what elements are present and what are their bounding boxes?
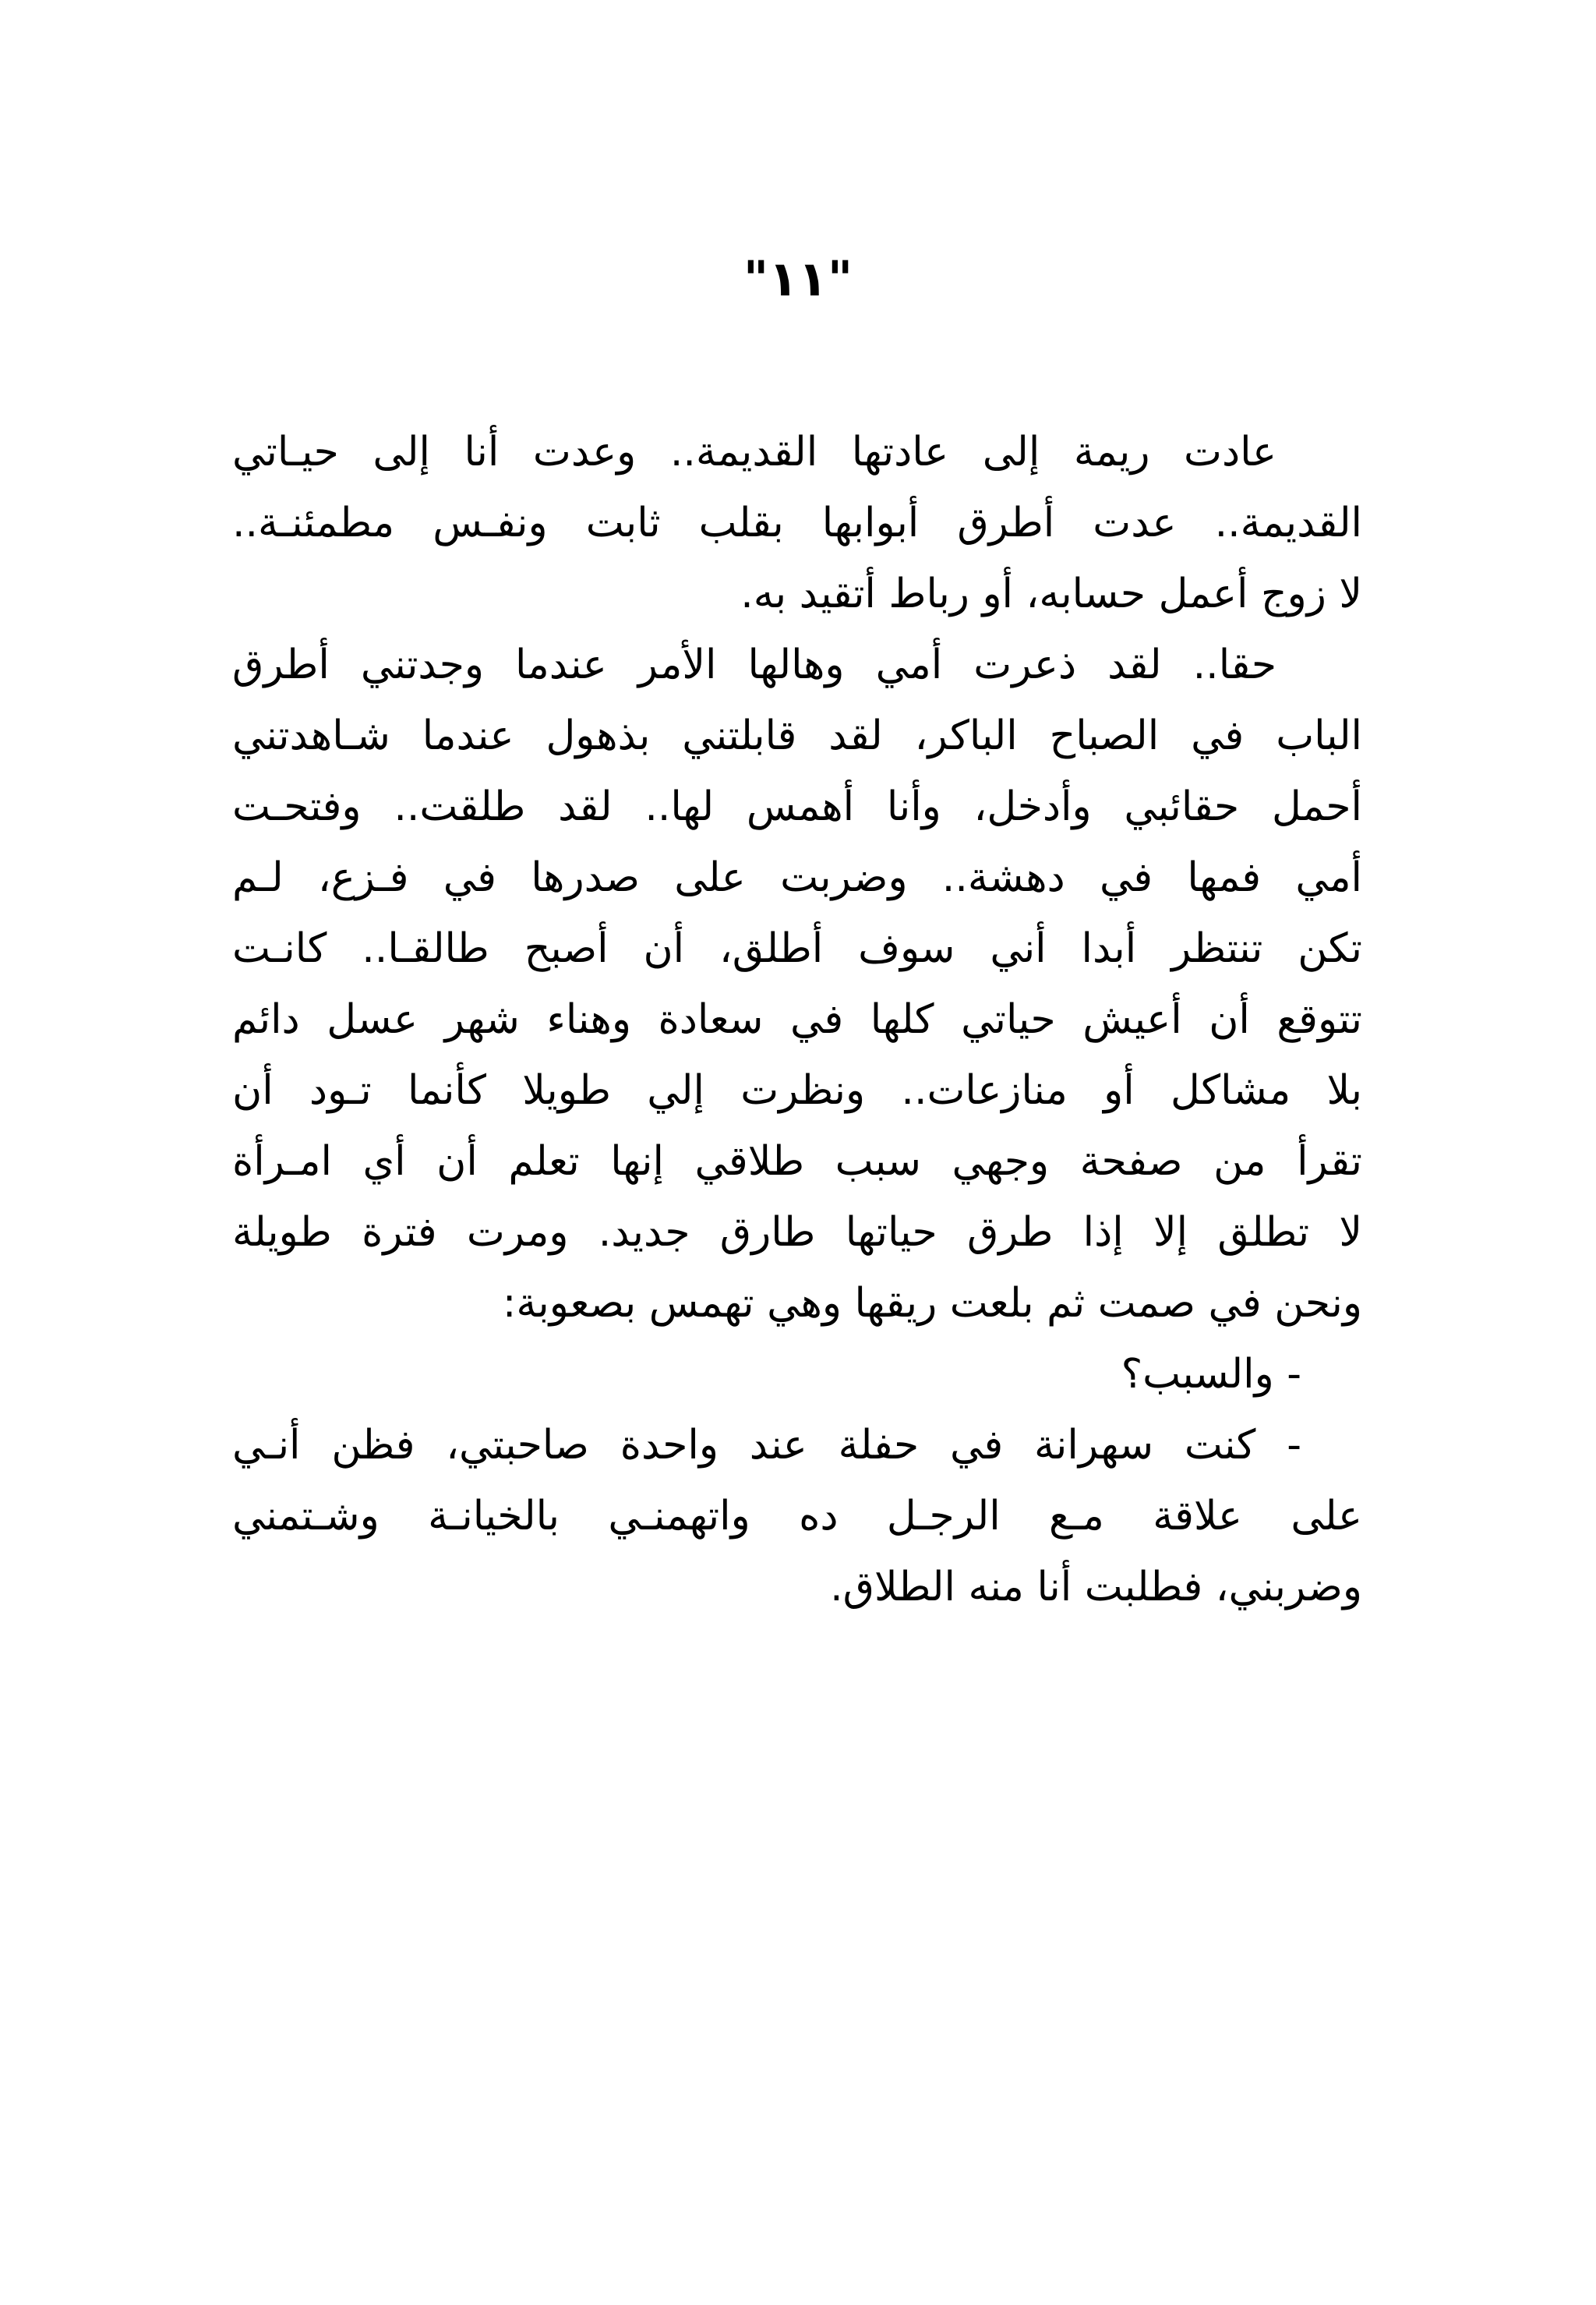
paragraph-line: لا تطلق إلا إذا طرق حياتها طارق جديد. ومرت فترة طويلة: [232, 1209, 1362, 1256]
paragraph-line: تكن تنتظر أبدا أني سوف أطلق، أن أصبح طالقـا.. كانـت: [232, 925, 1362, 972]
dialogue-line: على علاقة مـع الرجـل ده واتهمنـي بالخيانـة وشـتمني: [232, 1493, 1362, 1540]
paragraph-line: تتوقع أن أعيش حياتي كلها في سعادة وهناء شهر عسل دائم: [232, 996, 1362, 1043]
paragraph-line: حقا.. لقد ذعرت أمي وهالها الأمر عندما وجدتني أطرق: [232, 642, 1276, 688]
paragraph-line: أحمل حقائبي وأدخل، وأنا أهمس لها.. لقد طلقت.. وفتحـت: [232, 783, 1362, 830]
dialogue-line: - كنت سهرانة في حفلة عند واحدة صاحبتي، فظن أنـي: [232, 1422, 1301, 1469]
dialogue-line: وضربني، فطلبت أنا منه الطلاق.: [830, 1564, 1362, 1610]
paragraph-line: عادت ريمة إلى عادتها القديمة.. وعدت أنا إلى حيـاتي: [232, 429, 1276, 475]
chapter-number: "١١": [743, 250, 853, 307]
paragraph-line: القديمة.. عدت أطرق أبوابها بقلب ثابت ونفـس مطمئنـة..: [232, 500, 1362, 546]
paragraph-line: تقرأ من صفحة وجهي سبب طلاقي إنها تعلم أن أي امـرأة: [232, 1138, 1362, 1185]
paragraph-line: ونحن في صمت ثم بلعت ريقها وهي تهمس بصعوبة:: [502, 1280, 1362, 1327]
chapter-body: [232, 417, 1362, 1623]
paragraph-line: الباب في الصباح الباكر، لقد قابلتني بذهول عندما شـاهدتني: [232, 712, 1362, 759]
paragraph-line: لا زوج أعمل حسابه، أو رباط أتقيد به.: [740, 571, 1362, 617]
paragraph-line: أمي فمها في دهشة.. وضربت على صدرها في فـزع، لـم: [232, 854, 1362, 901]
paragraph-line: بلا مشاكل أو منازعات.. ونظرت إلي طويلا كأنما تـود أن: [232, 1067, 1362, 1114]
dialogue-line: - والسبب؟: [1121, 1351, 1301, 1398]
